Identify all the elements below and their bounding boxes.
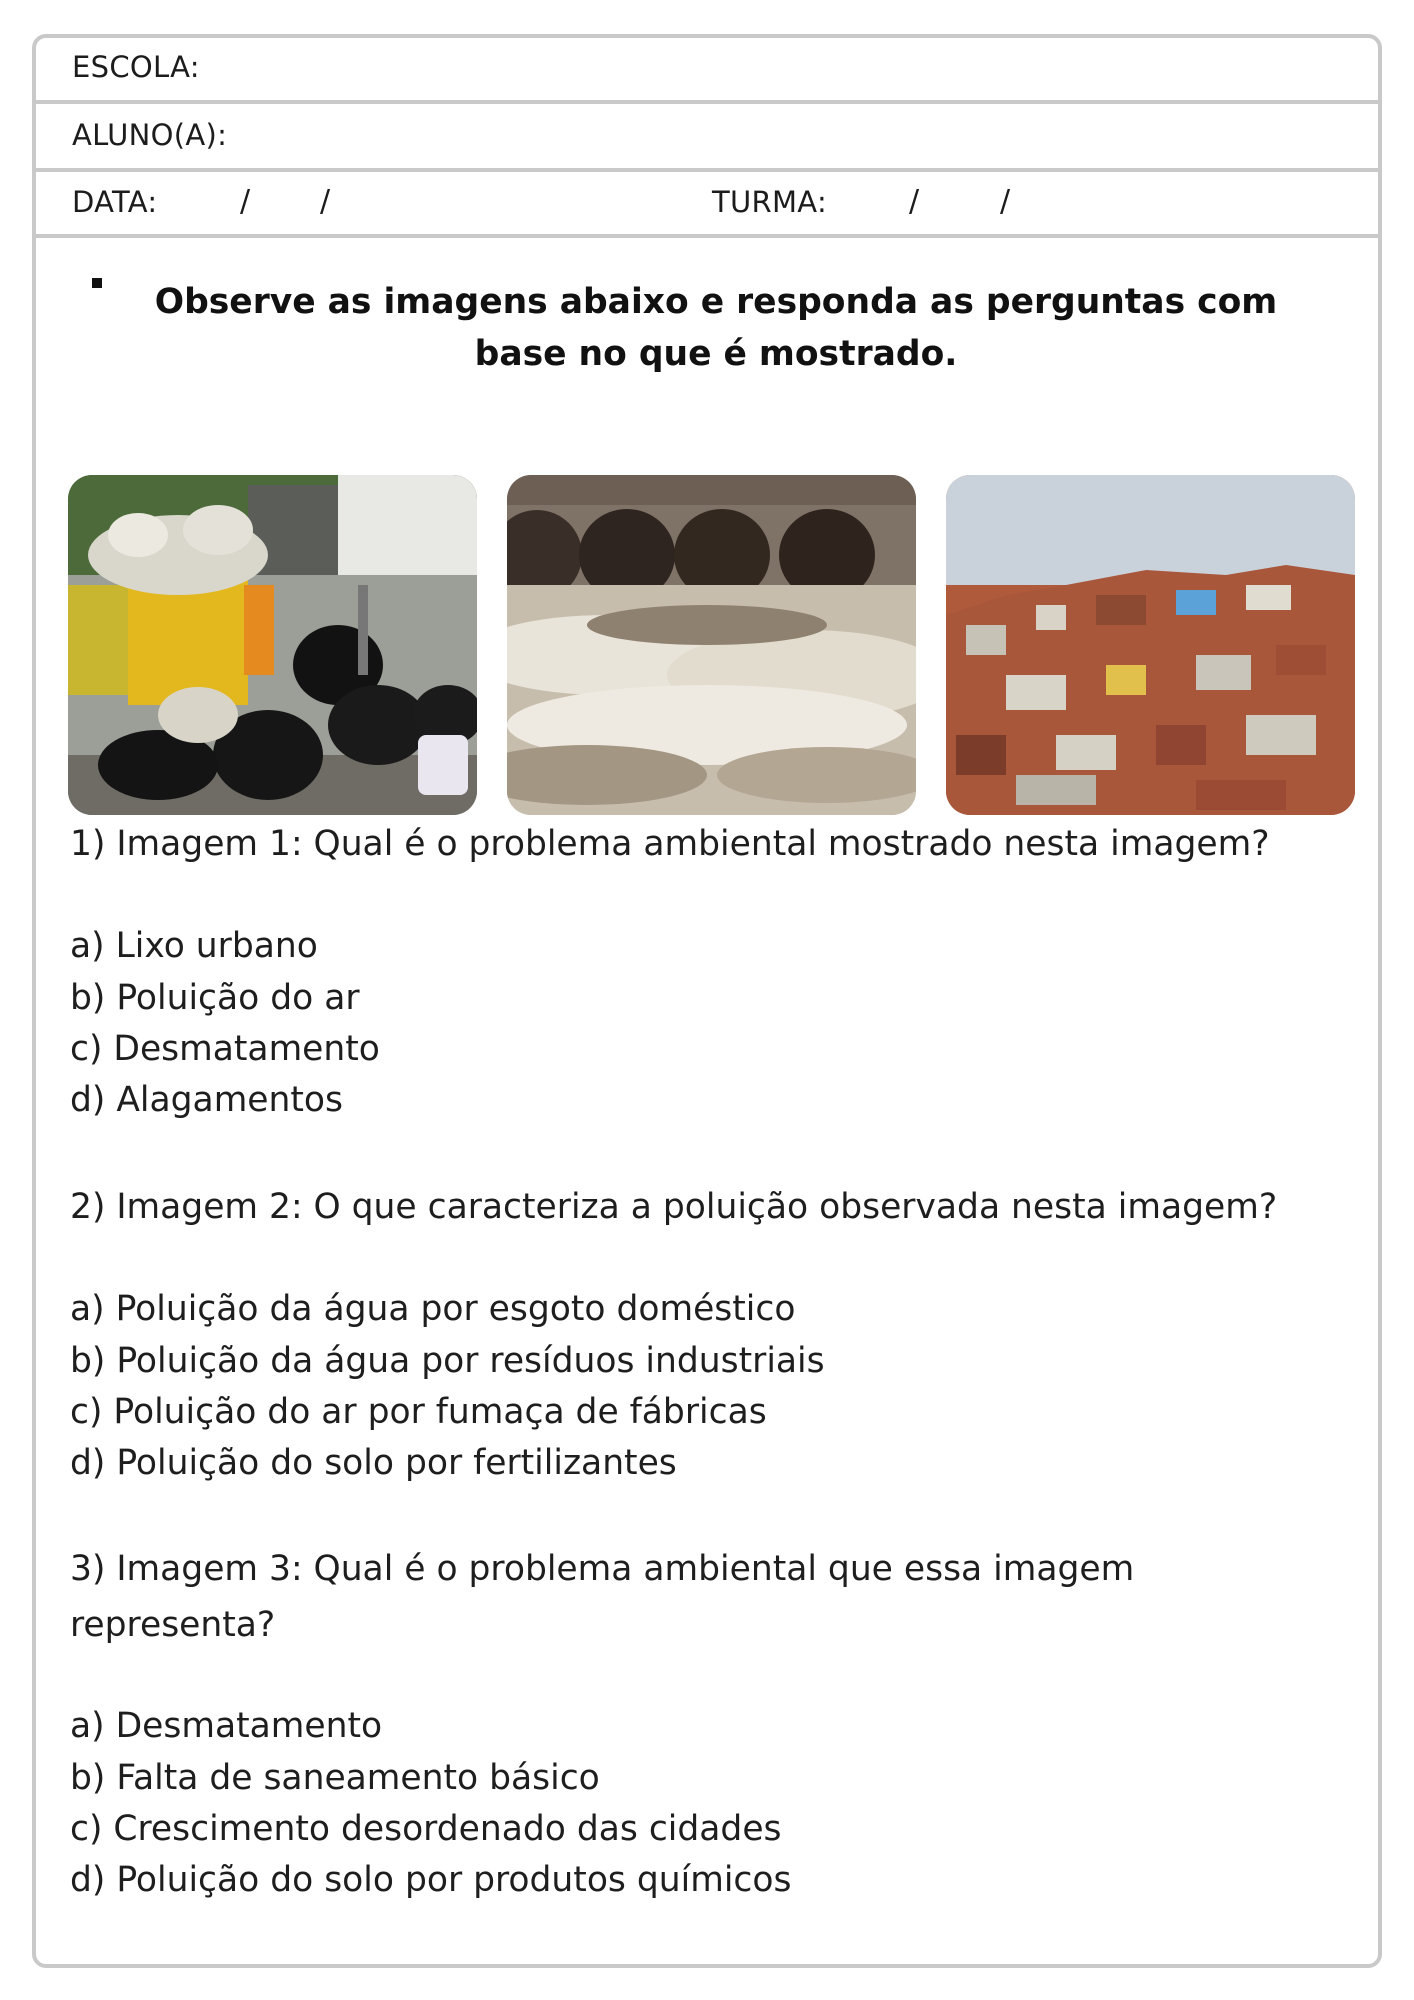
school-label: ESCOLA: — [72, 50, 200, 84]
question-1-option-a: a) Lixo urbano — [70, 926, 318, 966]
question-2-prompt: 2) Imagem 2: O que caracteriza a poluição observada nesta imagem? — [70, 1187, 1278, 1227]
student-label: ALUNO(A): — [72, 118, 228, 152]
date-slash: / — [240, 184, 251, 219]
class-slash: / — [909, 184, 920, 219]
question-3-prompt-continuation: representa? — [70, 1605, 276, 1645]
garbage-photo-icon — [68, 475, 477, 815]
question-2-option-d: d) Poluição do solo por fertilizantes — [70, 1443, 677, 1483]
question-1-prompt: 1) Imagem 1: Qual é o problema ambiental mostrado nesta imagem? — [70, 824, 1270, 864]
student-row — [36, 104, 1378, 172]
date-class-row — [36, 172, 1378, 238]
question-3-prompt: 3) Imagem 3: Qual é o problema ambiental que essa imagem — [70, 1549, 1135, 1589]
instruction-text: Observe as imagens abaixo e responda as perguntas com base no que é mostrado. — [154, 282, 1278, 374]
date-slash: / — [320, 184, 331, 219]
question-3-option-c: c) Crescimento desordenado das cidades — [70, 1809, 782, 1849]
question-1-option-c: c) Desmatamento — [70, 1029, 380, 1069]
date-label: DATA: — [72, 185, 158, 219]
favela-photo — [946, 475, 1355, 815]
sewage-pipes-photo-icon — [507, 475, 916, 815]
question-3-option-b: b) Falta de saneamento básico — [70, 1758, 600, 1798]
question-1-option-b: b) Poluição do ar — [70, 978, 360, 1018]
question-1-option-d: d) Alagamentos — [70, 1080, 344, 1120]
bullet-icon — [92, 278, 102, 288]
school-row — [36, 38, 1378, 104]
question-2-option-b: b) Poluição da água por resíduos industriais — [70, 1341, 825, 1381]
sewage-pipes-photo — [507, 475, 916, 815]
class-label: TURMA: — [712, 185, 828, 219]
question-3-option-a: a) Desmatamento — [70, 1706, 383, 1746]
favela-photo-icon — [946, 475, 1355, 815]
garbage-photo — [68, 475, 477, 815]
question-2-option-a: a) Poluição da água por esgoto doméstico — [70, 1289, 796, 1329]
question-2-option-c: c) Poluição do ar por fumaça de fábricas — [70, 1392, 767, 1432]
class-slash: / — [1000, 184, 1011, 219]
question-3-option-d: d) Poluição do solo por produtos químicos — [70, 1860, 792, 1900]
worksheet-frame — [32, 34, 1382, 1968]
